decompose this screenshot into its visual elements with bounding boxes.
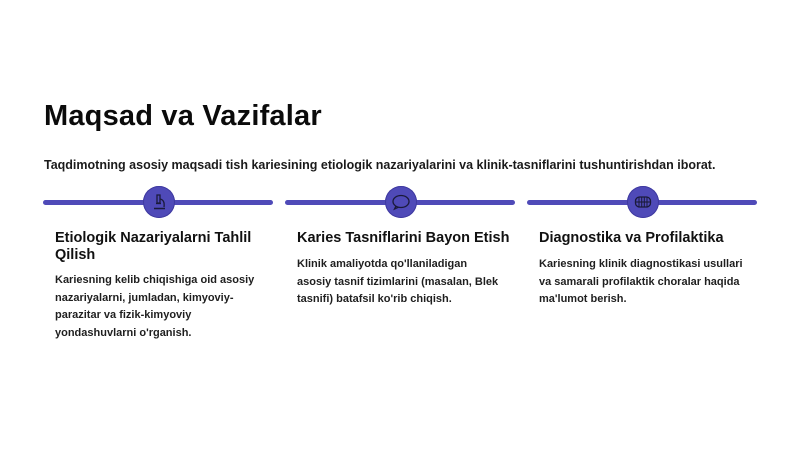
column-title: Etiologik Nazariyalarni Tahlil Qilish [55, 230, 252, 263]
goal-column-classification [285, 186, 517, 386]
icon-badge [143, 186, 175, 218]
column-title: Diagnostika va Profilaktika [539, 230, 724, 246]
goal-column-etiology [43, 186, 275, 386]
teeth-icon [633, 192, 653, 212]
slide-subtitle: Taqdimotning asosiy maqsadi tish kariesining etiologik nazariyalarini va klinik-tasniflarini tushuntirishdan iborat. [44, 158, 716, 172]
microscope-icon [149, 192, 169, 212]
column-text: Kariesning klinik diagnostikasi usullari va samarali profilaktik choralar haqida ma'lumot berish. [539, 258, 743, 305]
column-title: Karies Tasniflarini Bayon Etish [297, 230, 510, 246]
slide-title: Maqsad va Vazifalar [44, 100, 322, 132]
column-text: Klinik amaliyotda qo'llaniladigan asosiy tasnif tizimlarini (masalan, Blek tasnifi) batafsil ko'rib chiqish. [297, 258, 499, 305]
icon-badge [385, 186, 417, 218]
icon-badge [627, 186, 659, 218]
speech-bubble-icon [391, 192, 411, 212]
goal-column-diagnostics [527, 186, 759, 386]
column-text: Kariesning kelib chiqishiga oid asosiy nazariyalarni, jumladan, kimyoviy-parazitar va fizik-kimyoviy yondashuvlarni o'rganish. [55, 274, 255, 339]
